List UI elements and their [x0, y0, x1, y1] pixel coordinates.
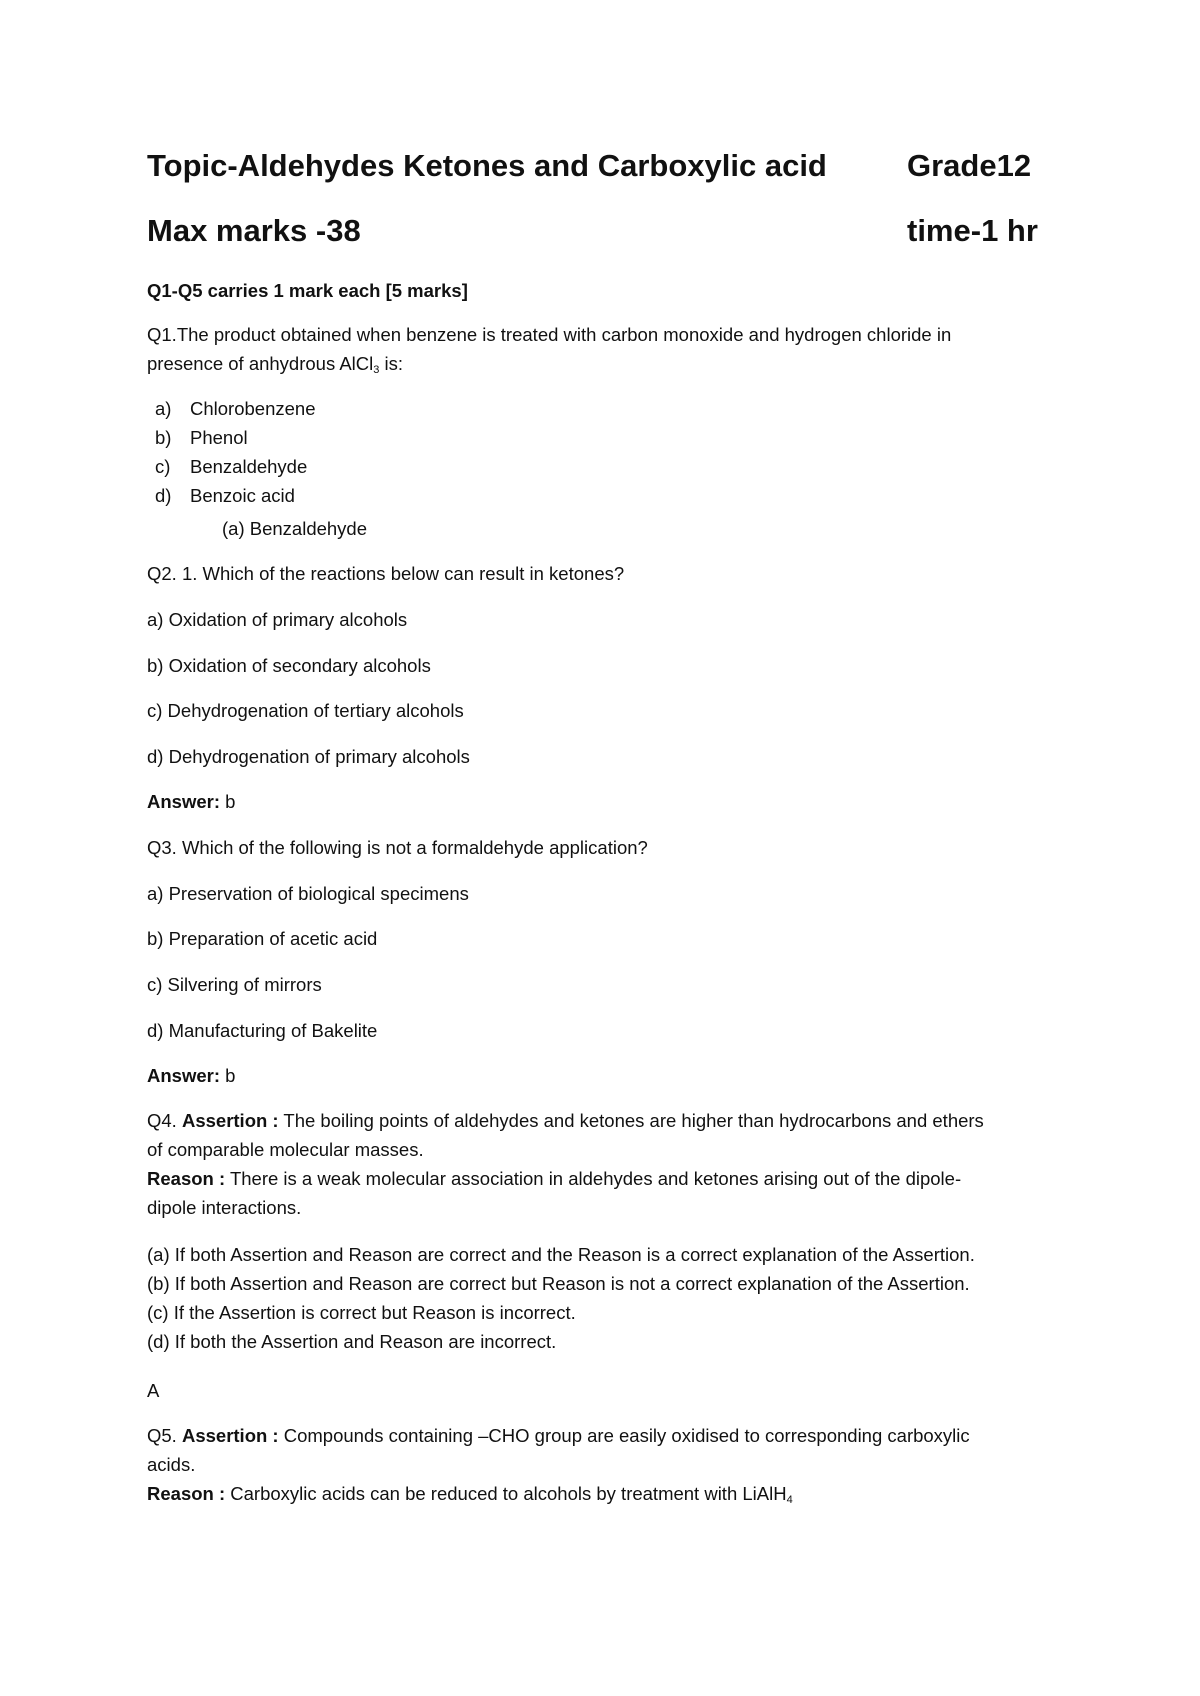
- q2-question: Q2. 1. Which of the reactions below can result in ketones?: [147, 563, 625, 584]
- q5-assertion-line1: Q5. Assertion : Compounds containing –CHO group are easily oxidised to corresponding carboxylic: [147, 1425, 970, 1446]
- q4-assertion-line2: of comparable molecular masses.: [147, 1139, 424, 1160]
- q4-assertion-line1: Q4. Assertion : The boiling points of aldehydes and ketones are higher than hydrocarbons and ethers: [147, 1110, 984, 1131]
- q5-reason: Reason : Carboxylic acids can be reduced to alcohols by treatment with LiAlH$_4$: [147, 1483, 793, 1506]
- q1-question-line1: Q1.The product obtained when benzene is treated with carbon monoxide and hydrogen chloride in: [147, 324, 952, 345]
- q3-answer: Answer: b: [147, 1065, 236, 1086]
- q4-option-c: (c) If the Assertion is correct but Reason is incorrect.: [147, 1302, 576, 1323]
- document-page: Topic-Aldehydes Ketones and Carboxylic acid Grade12 Max marks -38 time-1 hr Q1-Q5 carries 1 mark each [5 marks] Q1.The product obtained when benzene is treated with carbon monoxide and hydrogen chloride in presence of anhydrous AlCl$_3$ is: a) Chlorobenzene b) Phenol c) Benzaldehyde d) Benzoic acid (a) Benzaldehyde Q2. 1. Which of the reactions below can result in ketones? a) Oxidation of primary alcohols b) Oxidation of secondary alcohols c) Dehydrogenation of tertiary alcohols d) Dehydrogenation of primary alcohols Answer: b Q3. Which of the following is not a formaldehyde application? a) Preservation of biological specimens b) Preparation of acetic acid c) Silvering of mirrors d) Manufacturing of Bakelite Answer: b Q4. Assertion : The boiling points of aldehydes and ketones are higher than hydrocarbons and ethers of comparable molecular masses. Reason : There is a weak molecular association in aldehydes and ketones arising out of the dipole- dipole interactions. (a) If both Assertion and Reason are correct and the Reason is a correct explanation of the Assertion. (b) If both Assertion and Reason are correct but Reason is not a correct explanation of the Assertion. (c) If the Assertion is correct but Reason is incorrect. (d) If both the Assertion and Reason are incorrect. A Q5. Assertion : Compounds containing –CHO group are easily oxidised to corresponding carboxylic acids. Reason : Carboxylic acids can be reduced to alcohols by treatment with LiAlH$_4$: [0, 0, 1200, 1696]
- q3-option-c: c) Silvering of mirrors: [147, 974, 322, 995]
- max-marks: Max marks -38: [147, 213, 361, 248]
- q1-question-line2: presence of anhydrous AlCl$_3$ is:: [147, 353, 404, 376]
- q4-reason-line1: Reason : There is a weak molecular association in aldehydes and ketones arising out of the dipole-: [147, 1168, 962, 1189]
- q3-option-a: a) Preservation of biological specimens: [147, 883, 469, 904]
- q4-answer: A: [147, 1380, 160, 1401]
- q3-question: Q3. Which of the following is not a formaldehyde application?: [147, 837, 648, 858]
- q4-reason-line2: dipole interactions.: [147, 1197, 302, 1218]
- q5-assertion-line2: acids.: [147, 1454, 196, 1475]
- time-label: time-1 hr: [907, 213, 1038, 248]
- q1-answer: (a) Benzaldehyde: [222, 518, 368, 539]
- q3-option-b: b) Preparation of acetic acid: [147, 928, 378, 949]
- q3-option-d: d) Manufacturing of Bakelite: [147, 1020, 378, 1041]
- grade-label: Grade12: [907, 148, 1032, 183]
- q2-option-b: b) Oxidation of secondary alcohols: [147, 655, 431, 676]
- q4-option-a: (a) If both Assertion and Reason are correct and the Reason is a correct explanation of the Assertion.: [147, 1244, 975, 1265]
- q2-option-c: c) Dehydrogenation of tertiary alcohols: [147, 700, 464, 721]
- q2-option-a: a) Oxidation of primary alcohols: [147, 609, 408, 630]
- topic-title: Topic-Aldehydes Ketones and Carboxylic acid: [147, 148, 827, 183]
- q4-option-d: (d) If both the Assertion and Reason are incorrect.: [147, 1331, 557, 1352]
- section-note: Q1-Q5 carries 1 mark each [5 marks]: [147, 280, 468, 301]
- q2-answer: Answer: b: [147, 791, 236, 812]
- q4-option-b: (b) If both Assertion and Reason are correct but Reason is not a correct explanation of the Assertion.: [147, 1273, 970, 1294]
- q2-option-d: d) Dehydrogenation of primary alcohols: [147, 746, 470, 767]
